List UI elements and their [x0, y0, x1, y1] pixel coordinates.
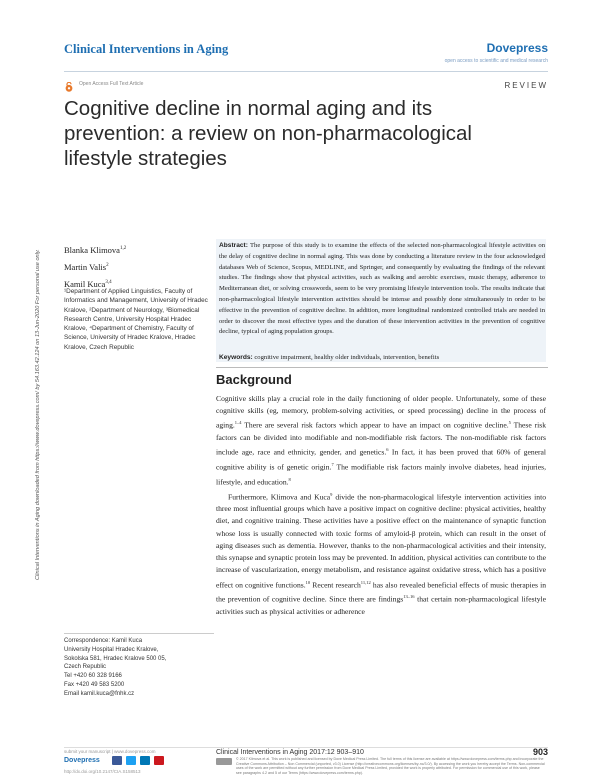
author: Martin Valis$^2$: [64, 261, 109, 272]
citation-ref[interactable]: 8: [288, 476, 291, 482]
author: Blanka Klimova$^{1,2}$: [64, 244, 127, 255]
correspondence-line: Czech Republic: [64, 664, 107, 671]
citation-ref[interactable]: 5: [508, 420, 511, 426]
footer-rule: [64, 747, 548, 748]
facebook-icon[interactable]: [112, 756, 122, 765]
section-heading: Background: [216, 372, 292, 387]
social-links: [112, 756, 164, 765]
correspondence: [64, 633, 214, 699]
footer-publisher-logo[interactable]: Dovepress: [64, 757, 100, 764]
abstract: [219, 241, 545, 338]
correspondence-line: Tel +420 60 328 9166: [64, 673, 122, 680]
correspondence-line: University Hospital Hradec Kralove,: [64, 646, 159, 653]
citation-ref[interactable]: 7: [331, 462, 334, 468]
citation-ref[interactable]: 13–16: [403, 594, 415, 600]
article-title: Cognitive decline in normal aging and its prevention: a review on non-pharmacological lifestyle strategies: [64, 97, 472, 170]
author: Kamil Kuca$^{3,4}$: [64, 278, 112, 289]
body-text: [216, 393, 546, 618]
affiliations: ¹Department of Applied Linguistics, Faculty of Informatics and Management, University of Hradec Kralove, ²Department of Neurology, ³Biomedical Research Centre, University Hospital Hradec Kralove, ⁴Department of Chemistry, Faculty of Science, University of Hradec Kralove, Hradec Kralove, Czech Republic: [64, 288, 208, 351]
citation-ref[interactable]: 1–4: [234, 420, 242, 426]
author-list: [64, 241, 126, 291]
header-rule: [64, 71, 548, 72]
twitter-icon[interactable]: [126, 756, 136, 765]
page-number: 903: [532, 747, 548, 757]
license-text: © 2017 Klimova et al. This work is published and licensed by Dove Medical Press Limited. The full terms of this license are available at https://www.dovepress.com/terms.php and incorporate the Creative Commons Attribution – Non Commercial (unported, v3.0) License (http://creativecommons.org/licenses/by-nc/3.0/). By accessing the work you hereby accept the Terms. Non-commercial uses of the work are permitted without any further permission from Dove Medical Press Limited, provided the work is properly attributed. For permission for commercial use of this work, please see paragraphs 4.2 and 5 of our Terms (https://www.dovepress.com/terms.php).: [236, 757, 545, 775]
section-rule: [216, 367, 548, 368]
linkedin-icon[interactable]: [140, 756, 150, 765]
journal-name: Clinical Interventions in Aging: [64, 42, 229, 56]
side-download-note: [30, 200, 42, 580]
citation-ref[interactable]: 11,12: [360, 579, 371, 585]
paragraph: Furthermore, Klimova and Kuca$^9$ divide the non-pharmacological lifestyle intervention activities into three most influential groups which have a positive impact on cognitive decline: physical activities, healthy diet, and cognitive training. These activities have a positive effect on the maintenance of synaptic function whose loss is usually connected with toxic forms of amyloid-β protein, which can result in the onset of aging diseases such as dementia. However, thanks to the non-pharmacological activities and their intensity, this synapse and synaptic protein loss may be prevented. In addition, physical activities can contribute to the increase of vascularization, energy metabolism, and resistance against oxidative stress, which has a positive effect on cognitive functions.$^{10}$ Recent research$^{11,12}$ has also revealed beneficial effects of music therapies in the prevention of cognitive decline. Since there are findings$^{13-16}$ that certain non-pharmacological lifestyle activities such as physical activities or adherence: [216, 491, 547, 616]
citation: Clinical Interventions in Aging 2017:12 903–910: [216, 749, 364, 756]
article-type: REVIEW: [504, 81, 548, 90]
citation-ref[interactable]: 6: [386, 447, 389, 453]
abstract-label: Abstract:: [219, 242, 248, 249]
open-access-icon: [64, 79, 74, 89]
citation-ref[interactable]: 10: [305, 579, 311, 585]
side-note-text: Clinical Interventions in Aging downloaded from https://www.dovepress.com/ by 54.163.42.124 on 13-Jun-2020 For personal use only.: [35, 249, 41, 580]
submit-link[interactable]: submit your manuscript | www.dovepress.com: [64, 749, 156, 754]
abstract-text: The purpose of this study is to examine the effects of the selected non-pharmacological lifestyle activities on the delay of cognitive decline in normal aging. This was done by conducting a literature review in the four acknowledged databases Web of Science, Scopus, MEDLINE, and Springer, and consequently by evaluating the findings of the relevant studies. The findings show that physical activities, such as walking and aerobic exercises, music therapy, adherence to Mediterranean diet, or solving crosswords, seem to be very promising lifestyle intervention tools. The results indicate that non-pharmacological lifestyle intervention activities should be intense and possibly done simultaneously in order to be effective in the prevention of cognitive decline. In addition, more longitudinal randomized controlled trials are needed in order to discover the most effective types and the duration of these intervention activities in the prevention of cognitive decline, typical of aging population groups.: [219, 242, 546, 336]
citation-ref[interactable]: 9: [330, 491, 333, 497]
youtube-icon[interactable]: [154, 756, 164, 765]
keywords: [219, 353, 545, 363]
publisher-logo[interactable]: Dovepress: [486, 41, 548, 55]
paragraph: Cognitive skills play a crucial role in the daily functioning of older people. Unfortunately, some of these cognitive skills (eg, memory, problem-solving activities, or speed processing) decline in the process of aging.$^{1-4}$ There are several risk factors which appear to have an impact on cognitive decline.$^5$ These risk factors can be divided into modifiable and non-modifiable risk factors. The non-modifiable risk factors include age, race and ethnicity, gender, and genetics.$^6$ In fact, it has been proved that 60% of general cognitive ability is of genetic origin.$^7$ The modifiable risk factors mainly involve diabetes, head injuries, lifestyle, and education.$^8$: [216, 394, 546, 487]
correspondence-email[interactable]: Email kamil.kuca@fnhk.cz: [64, 690, 135, 697]
doi-link[interactable]: http://dx.doi.org/10.2147/CIA.S158513: [64, 769, 141, 774]
keywords-label: Keywords:: [219, 354, 253, 361]
keywords-text: cognitive impairment, healthy older individuals, intervention, benefits: [254, 354, 440, 361]
open-access-label: Open Access Full Text Article: [79, 81, 144, 87]
publisher-tagline: open access to scientific and medical research: [444, 58, 548, 64]
creative-commons-icon[interactable]: [216, 758, 232, 765]
correspondence-line: Sokolska 581, Hradec Kralove 500 05,: [64, 655, 167, 662]
correspondence-line: Correspondence: Kamil Kuca: [64, 638, 143, 644]
correspondence-line: Fax +420 49 583 5200: [64, 681, 125, 688]
